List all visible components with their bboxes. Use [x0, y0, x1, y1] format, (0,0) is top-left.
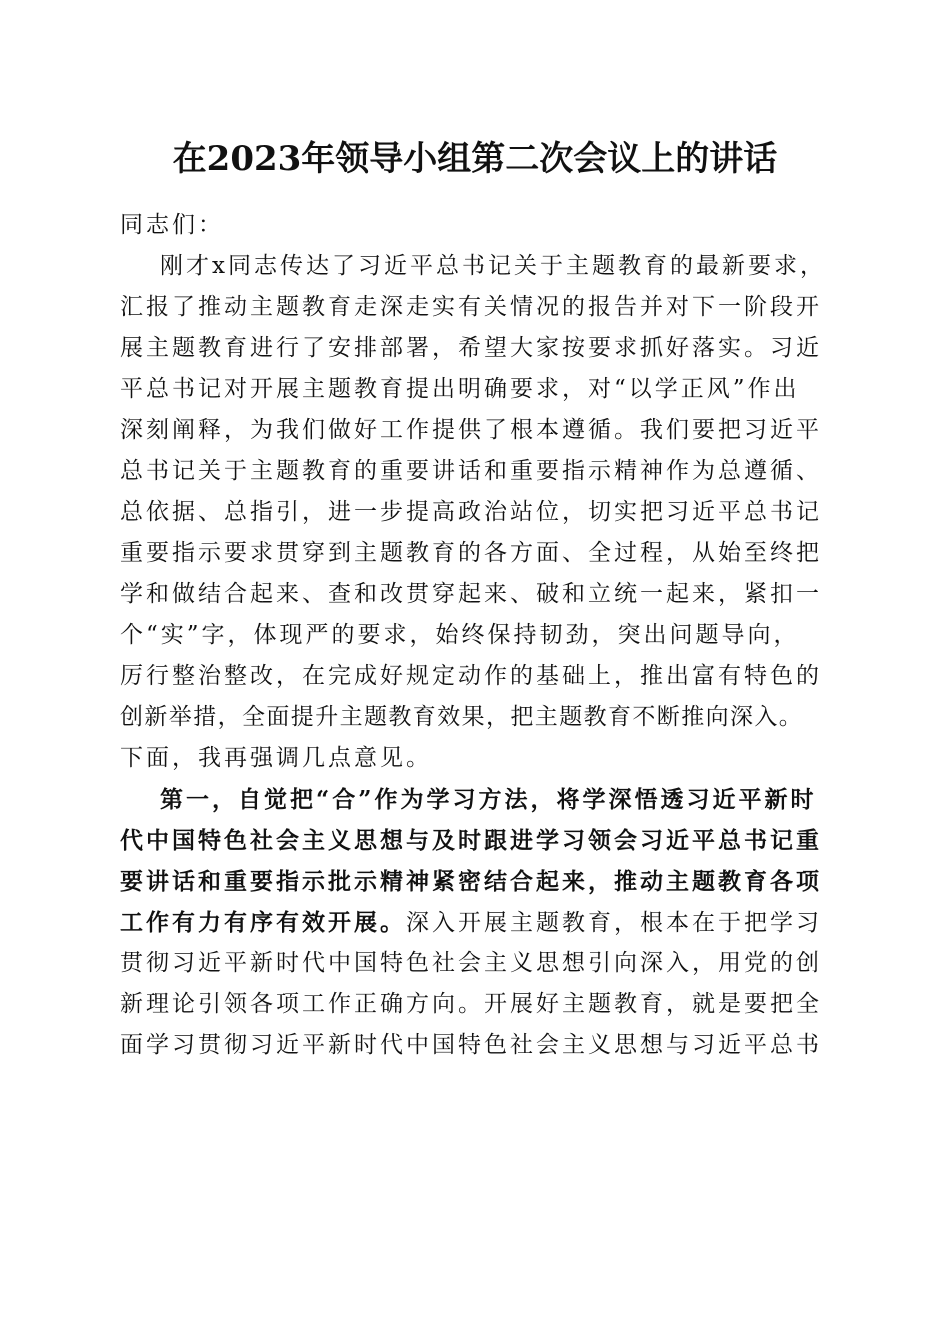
paragraph-1-line: 学和做结合起来、查和改贯穿起来、破和立统一起来，紧扣一 — [120, 581, 822, 607]
document-body — [120, 205, 840, 1066]
paragraph-1-line: 厉行整治整改，在完成好规定动作的基础上，推出富有特色的 — [120, 663, 822, 689]
paragraph-1-line: 展主题教育进行了安排部署，希望大家按要求抓好落实。习近 — [120, 335, 822, 361]
paragraph-2-line: 新理论引领各项工作正确方向。开展好主题教育，就是要把全 — [120, 991, 822, 1017]
paragraph-1-line: 创新举措，全面提升主题教育效果，把主题教育不断推向深入。 — [120, 704, 804, 730]
paragraph-1-line: 重要指示要求贯穿到主题教育的各方面、全过程，从始至终把 — [120, 540, 822, 566]
paragraph-2-line: 贯彻习近平新时代中国特色社会主义思想引向深入，用党的创 — [120, 950, 822, 976]
paragraph-2-bold-line: 代中国特色社会主义思想与及时跟进学习领会习近平总书记重 — [120, 827, 822, 854]
paragraph-2-mixed-line — [120, 902, 840, 943]
paragraph-1-line: 下面，我再强调几点意见。 — [120, 745, 432, 771]
salutation: 同志们： — [120, 212, 224, 238]
paragraph-2-normal-start: 深入开展主题教育，根本在于把学习 — [406, 910, 822, 936]
paragraph-1-line: 汇报了推动主题教育走深走实有关情况的报告并对下一阶段开 — [120, 294, 822, 320]
paragraph-2-bold-line: 第一，自觉把“合”作为学习方法，将学深悟透习近平新时 — [160, 786, 817, 813]
paragraph-2-line: 面学习贯彻习近平新时代中国特色社会主义思想与习近平总书 — [120, 1032, 822, 1058]
document-title: 在2023年领导小组第二次会议上的讲话 — [172, 139, 778, 179]
paragraph-1-line: 个“实”字，体现严的要求，始终保持韧劲，突出问题导向， — [120, 622, 800, 648]
paragraph-2-bold-line: 要讲话和重要指示批示精神紧密结合起来，推动主题教育各项 — [120, 868, 822, 895]
paragraph-1-line: 刚才x同志传达了习近平总书记关于主题教育的最新要求， — [160, 253, 826, 279]
paragraph-1-line: 总依据、总指引，进一步提高政治站位，切实把习近平总书记 — [120, 499, 822, 525]
paragraph-1-line: 总书记关于主题教育的重要讲话和重要指示精神作为总遵循、 — [120, 458, 822, 484]
paragraph-2-bold-ending: 工作有力有序有效开展。 — [120, 909, 406, 936]
paragraph-1-line: 平总书记对开展主题教育提出明确要求，对“以学正风”作出 — [120, 376, 800, 402]
paragraph-1-line: 深刻阐释，为我们做好工作提供了根本遵循。我们要把习近平 — [120, 417, 822, 443]
